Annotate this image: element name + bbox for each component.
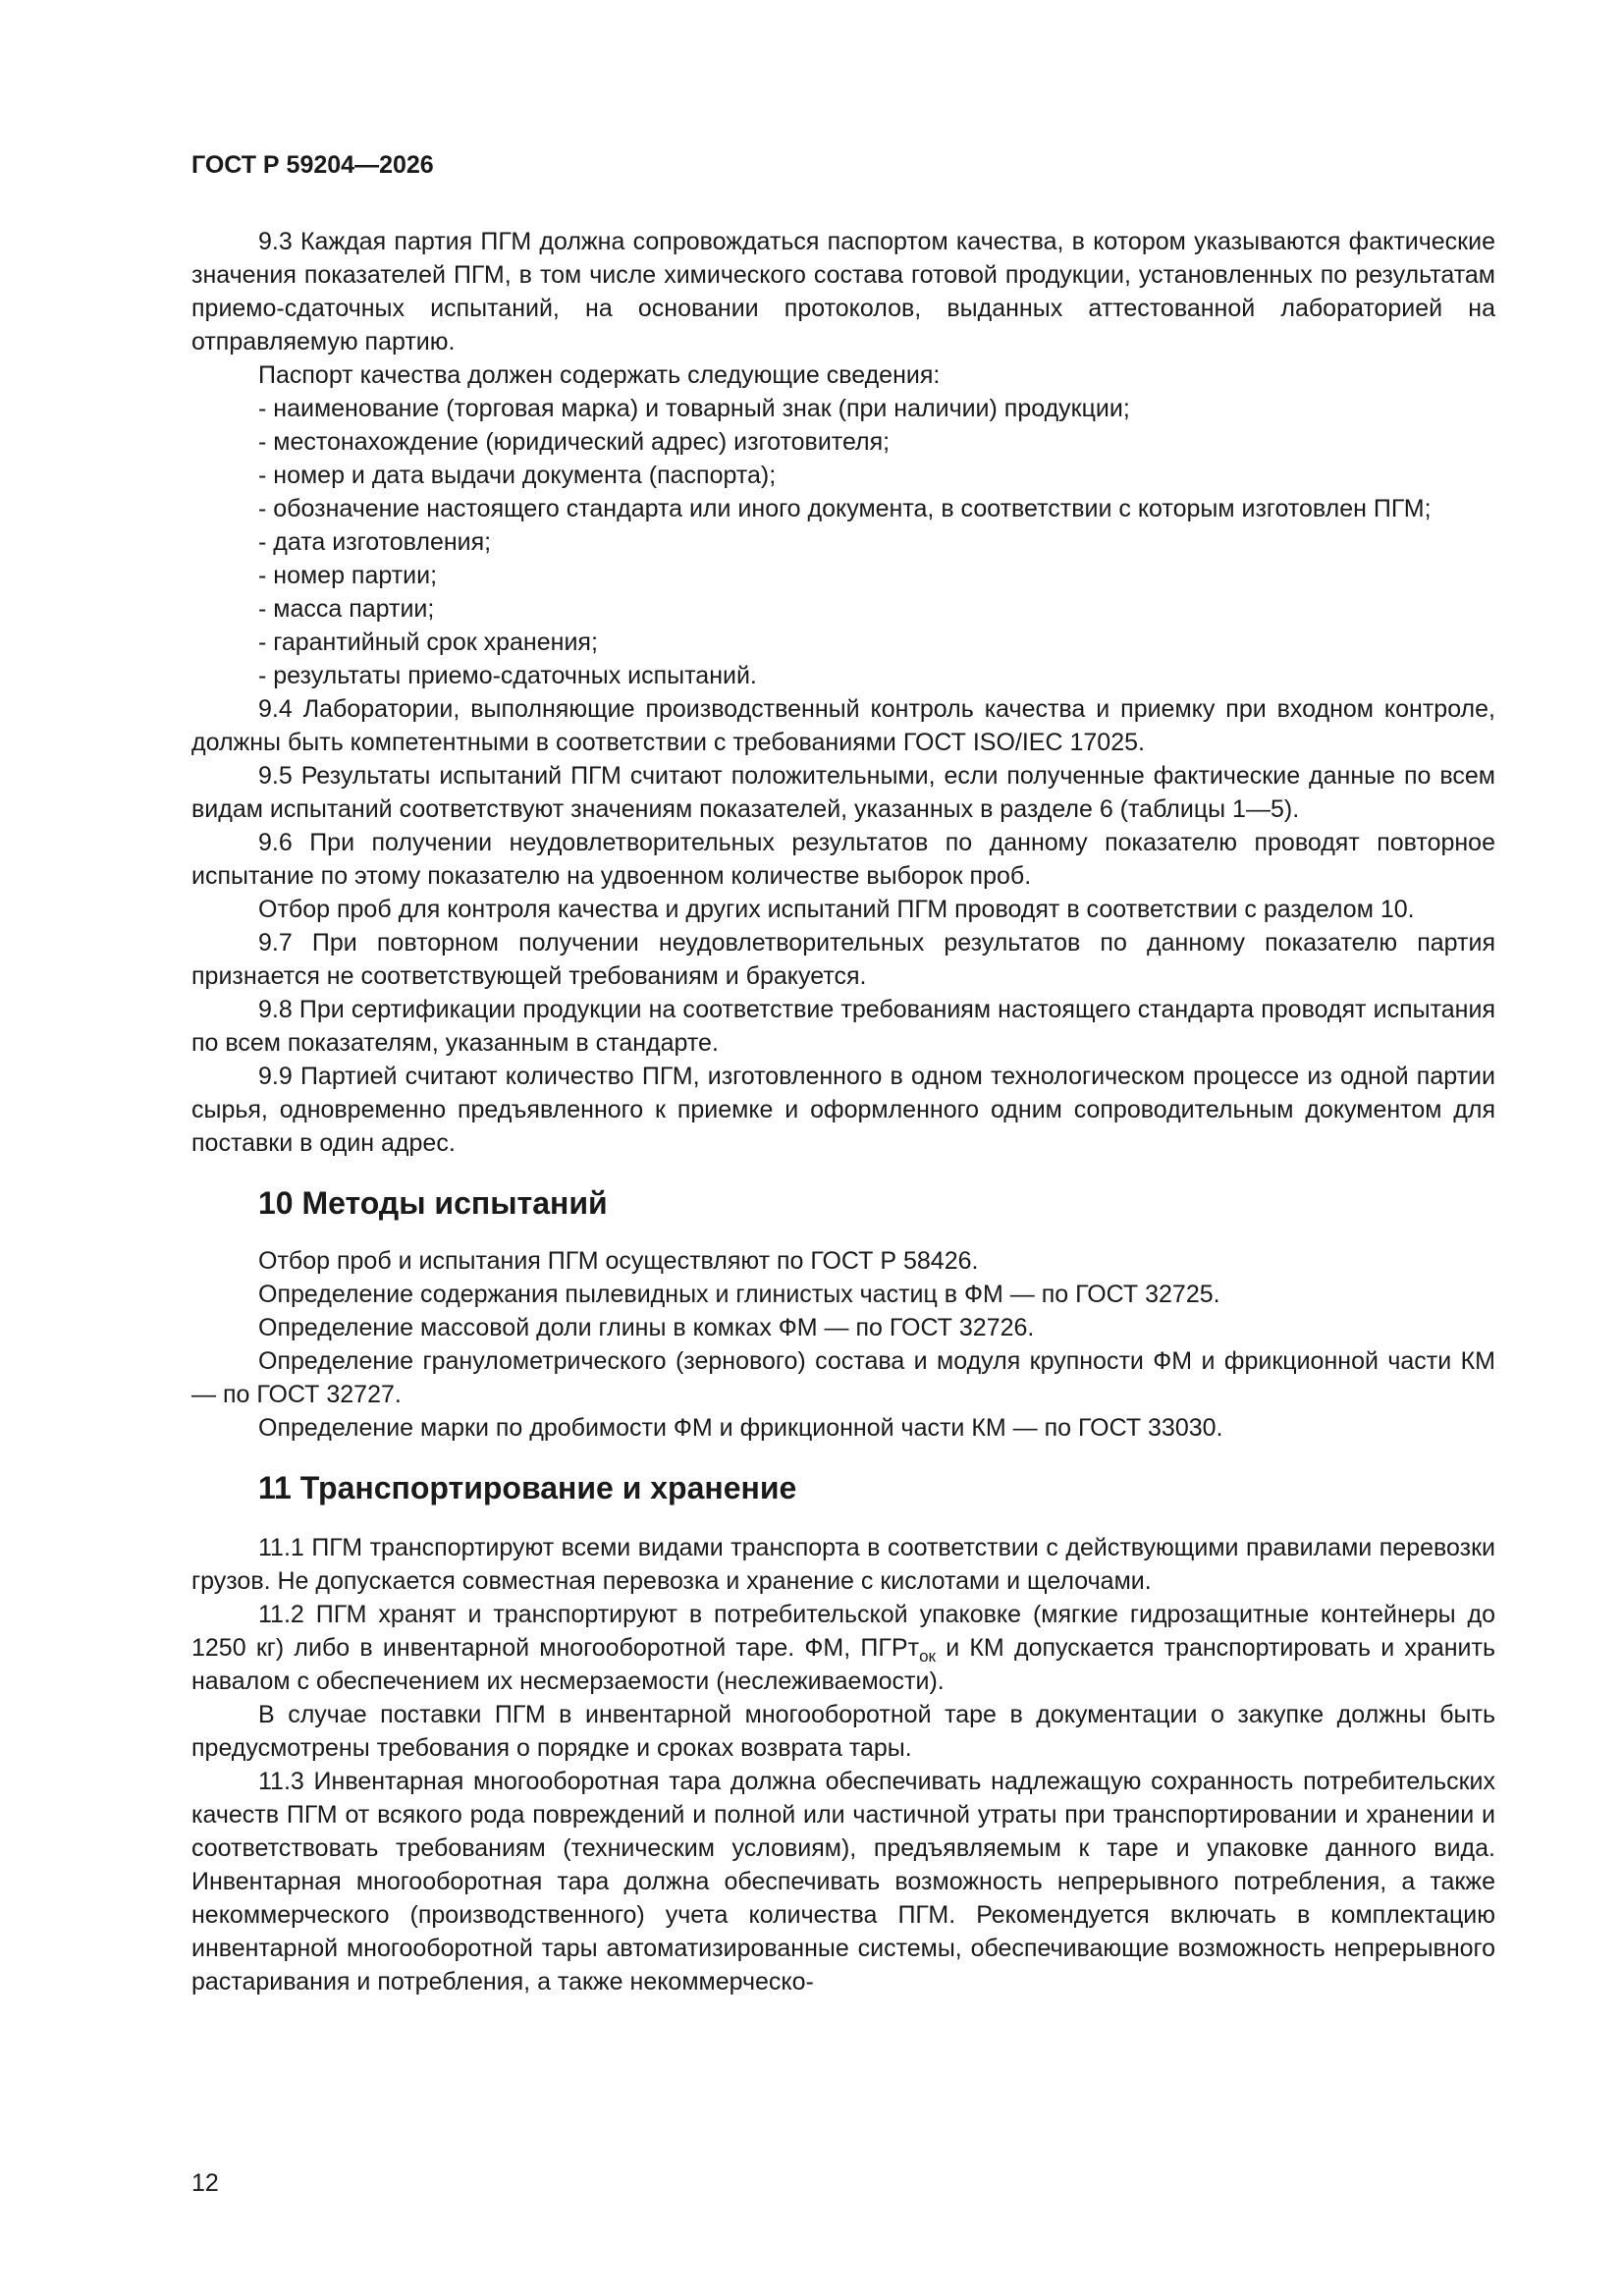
list-item: - результаты приемо-сдаточных испытаний. — [258, 662, 757, 689]
test-method-line: Определение марки по дробимости ФМ и фрикционной части КМ — по ГОСТ 33030. — [258, 1414, 1223, 1442]
list-item: - обозначение настоящего стандарта или иного документа, в соответствии с которым изготовлен ПГМ; — [258, 495, 1432, 522]
paragraph-9-5: 9.5 Результаты испытаний ПГМ считают положительными, если полученные фактические данные по всем видам испытаний соответствуют значениям показателей, указанных в разделе 6 (таблицы 1—5). — [191, 762, 1495, 823]
list-item: - местонахождение (юридический адрес) изготовителя; — [258, 428, 891, 456]
test-method-line: Определение содержания пылевидных и глинистых частиц в ФМ — по ГОСТ 32725. — [258, 1281, 1220, 1308]
list-item: - наименование (торговая марка) и товарный знак (при наличии) продукции; — [258, 395, 1130, 422]
page-number: 12 — [191, 2169, 219, 2197]
test-method-line: Определение гранулометрического (зернового) состава и модуля крупности ФМ и фрикционной части КМ — по ГОСТ 32727. — [191, 1347, 1495, 1408]
list-item: - номер и дата выдачи документа (паспорта); — [258, 462, 777, 489]
test-method-line: Определение массовой доли глины в комках ФМ — по ГОСТ 32726. — [258, 1314, 1035, 1341]
paragraph-9-6-sampling: Отбор проб для контроля качества и других испытаний ПГМ проводят в соответствии с разделом 10. — [258, 896, 1415, 923]
list-item: - масса партии; — [258, 595, 435, 623]
paragraph-11-1: 11.1 ПГМ транспортируют всеми видами транспорта в соответствии с действующими правилами перевозки грузов. Не допускается совместная перевозка и хранение с кислотами и щелочами. — [191, 1534, 1495, 1595]
passport-intro: Паспорт качества должен содержать следующие сведения: — [258, 361, 941, 389]
test-method-line: Отбор проб и испытания ПГМ осуществляют по ГОСТ Р 58426. — [258, 1247, 979, 1275]
paragraph-11-3: 11.3 Инвентарная многооборотная тара должна обеспечивать надлежащую сохранность потребительских качеств ПГМ от всякого рода повреждений и полной или частичной утраты при транспортировании и хранении и соответствовать требованиям (техническим условиям), предъявляемым к таре и упаковке данного вида. Инвентарная многооборотная тара должна обеспечивать возможность непрерывного потребления, а также некоммерческого (производственного) учета количества ПГМ. Рекомендуется включать в комплектацию инвентарной многооборотной тары автоматизированные системы, обеспечивающие возможность непрерывного растаривания и потребления, а также некоммерческо- — [191, 1768, 1495, 1995]
paragraph-9-7: 9.7 При повторном получении неудовлетворительных результатов по данному показателю партия признается не соответствующей требованиям и бракуется. — [191, 929, 1495, 990]
document-body — [191, 225, 1495, 1998]
section-10-heading: 10 Методы испытаний — [258, 1185, 608, 1221]
list-item: - номер партии; — [258, 562, 438, 589]
paragraph-9-3: 9.3 Каждая партия ПГМ должна сопровождаться паспортом качества, в котором указываются фактические значения показателей ПГМ, в том числе химического состава готовой продукции, установленных по результатам приемо-сдаточных испытаний, на основании протоколов, выданных аттестованной лабораторией на отправляемую партию. — [191, 228, 1495, 355]
paragraph-11-2-return: В случае поставки ПГМ в инвентарной многооборотной таре в документации о закупке должны быть предусмотрены требования о порядке и сроках возврата тары. — [191, 1701, 1495, 1762]
subscript-ok: ок — [919, 1647, 936, 1666]
document-code-header: ГОСТ Р 59204—2026 — [191, 151, 434, 179]
paragraph-11-2 — [191, 1598, 1495, 1698]
list-item: - гарантийный срок хранения; — [258, 629, 598, 656]
paragraph-9-8: 9.8 При сертификации продукции на соответствие требованиям настоящего стандарта проводят испытания по всем показателям, указанным в стандарте. — [191, 996, 1495, 1057]
section-11-heading: 11 Транспортирование и хранение — [258, 1470, 797, 1505]
paragraph-11-2-part-b: и КМ допускается транспортировать и хранить навалом с обеспечением их несмерзаемости (неслеживаемости). — [191, 1634, 1495, 1695]
paragraph-9-6: 9.6 При получении неудовлетворительных результатов по данному показателю проводят повторное испытание по этому показателю на удвоенном количестве выборок проб. — [191, 829, 1495, 890]
paragraph-11-2-part-a: 11.2 ПГМ хранят и транспортируют в потребительской упаковке (мягкие гидрозащитные контейнеры до 1250 кг) либо в инвентарной многооборотной таре. ФМ, ПГРт — [191, 1601, 1495, 1662]
paragraph-9-4: 9.4 Лаборатории, выполняющие производственный контроль качества и приемку при входном контроле, должны быть компетентными в соответствии с требованиями ГОСТ ISO/IEC 17025. — [191, 695, 1495, 756]
paragraph-9-9: 9.9 Партией считают количество ПГМ, изготовленного в одном технологическом процессе из одной партии сырья, одновременно предъявленного к приемке и оформленного одним сопроводительным документом для поставки в один адрес. — [191, 1063, 1495, 1157]
list-item: - дата изготовления; — [258, 528, 492, 556]
